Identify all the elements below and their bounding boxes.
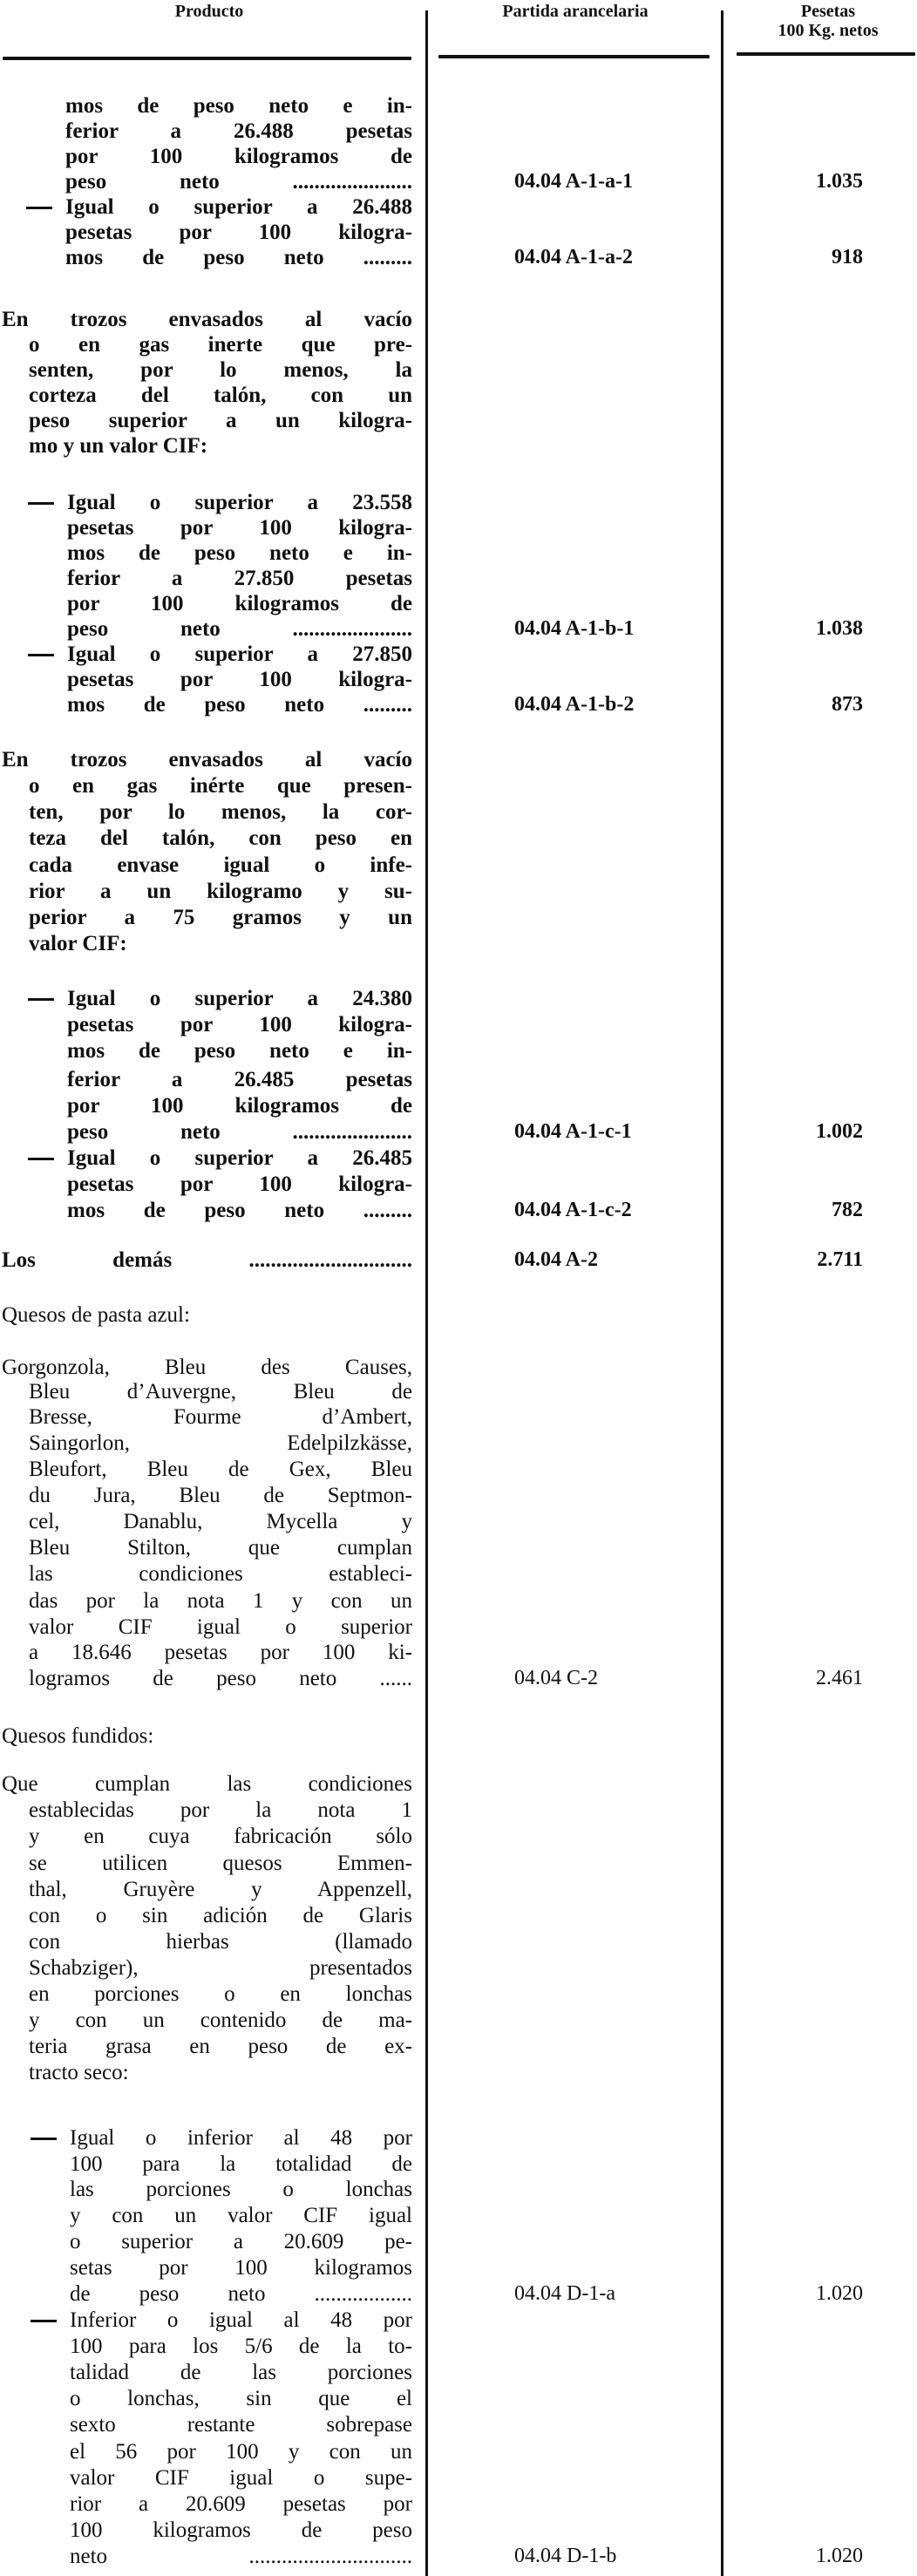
product-description-line: Bleu Stilton, que cumplan: [29, 1536, 412, 1560]
product-description-line: mo y un valor CIF:: [29, 434, 208, 458]
product-description-line: peso superior a un kilogra-: [29, 409, 412, 432]
product-description-line: el 56 por 100 y con un: [70, 2440, 412, 2464]
product-description-line: establecidas por la nota 1: [29, 1798, 412, 1822]
product-description-line: valor CIF igual o supe-: [70, 2466, 412, 2490]
pesetas-value: 918: [832, 246, 863, 268]
tariff-code: 04.04 A-1-c-1: [514, 1120, 632, 1143]
product-description-line: valor CIF:: [29, 932, 127, 955]
product-description-line: En trozos envasados al vacío: [2, 748, 412, 771]
product-description-line: Igual o superior a 27.850: [67, 642, 412, 666]
product-description-line: ten, por lo menos, la cor-: [29, 800, 412, 824]
tariff-code: 04.04 A-1-b-2: [514, 693, 635, 716]
em-dash-bullet: [28, 998, 54, 1001]
product-description-line: rior a un kilogramo y su-: [29, 880, 412, 903]
pesetas-value: 1.035: [816, 170, 863, 193]
product-description-line: talidad de las porciones: [70, 2361, 412, 2384]
product-description-line: perior a 75 gramos y un: [29, 906, 412, 929]
product-description-line: 100 para la totalidad de: [70, 2152, 412, 2176]
product-description-line: ferior a 27.850 pesetas: [67, 567, 412, 590]
product-description-line: y con un valor CIF igual: [70, 2204, 412, 2227]
em-dash-bullet: [28, 1158, 54, 1160]
product-description-line: en porciones o en lonchas: [29, 1982, 412, 2006]
column-header-producto: Producto: [174, 2, 244, 21]
product-description-line: Igual o superior a 26.488: [65, 195, 412, 219]
product-description-line: de peso neto ..................: [70, 2282, 412, 2306]
header-rule-partida: [438, 55, 710, 58]
tariff-code: 04.04 A-1-c-2: [514, 1199, 632, 1221]
product-description-line: tracto seco:: [29, 2061, 129, 2084]
tariff-code: 04.04 A-1-a-1: [514, 170, 633, 193]
pesetas-value: 2.711: [817, 1248, 863, 1271]
pesetas-value: 1.038: [816, 617, 863, 640]
product-description-line: Quesos de pasta azul:: [2, 1303, 190, 1327]
product-description-line: pesetas por 100 kilogra-: [67, 516, 412, 540]
product-description-line: das por la nota 1 y con un: [29, 1589, 412, 1613]
product-description-line: du Jura, Bleu de Septmon-: [29, 1484, 412, 1507]
product-description-line: Que cumplan las condiciones: [2, 1772, 412, 1796]
product-description-line: senten, por lo menos, la: [29, 358, 412, 382]
product-description-line: valor CIF igual o superior: [29, 1615, 412, 1639]
product-description-line: las porciones o lonchas: [70, 2178, 412, 2201]
product-description-line: Igual o inferior al 48 por: [70, 2126, 412, 2150]
product-description-line: Bleu d’Auvergne, Bleu de: [29, 1380, 412, 1404]
pesetas-value: 873: [832, 693, 863, 716]
product-description-line: por 100 kilogramos de: [67, 592, 412, 615]
pesetas-value: 1.020: [816, 2282, 863, 2305]
product-description-line: peso neto ......................: [67, 1120, 412, 1144]
tariff-code: 04.04 D-1-b: [514, 2545, 617, 2567]
product-description-line: teria grasa en peso de ex-: [29, 2035, 412, 2058]
pesetas-value: 1.020: [816, 2545, 863, 2567]
product-description-line: rior a 20.609 pesetas por: [70, 2492, 412, 2516]
product-description-line: se utilicen quesos Emmen-: [29, 1852, 412, 1875]
product-description-line: Igual o superior a 24.380: [67, 987, 412, 1010]
product-description-line: Schabziger), presentados: [29, 1956, 412, 1980]
product-description-line: mos de peso neto e in-: [65, 94, 412, 118]
product-description-line: thal, Gruyère y Appenzell,: [29, 1878, 412, 1901]
product-description-line: mos de peso neto .........: [65, 246, 412, 269]
em-dash-bullet: [26, 207, 52, 209]
product-description-line: por 100 kilogramos de: [65, 145, 412, 168]
product-description-line: Quesos fundidos:: [2, 1724, 154, 1748]
tariff-code: 04.04 D-1-a: [514, 2282, 615, 2305]
pesetas-value: 782: [832, 1199, 863, 1221]
product-description-line: mos de peso neto .........: [67, 1199, 412, 1222]
product-description-line: o en gas inerte que pre-: [29, 333, 412, 357]
product-description-line: con hierbas (llamado: [29, 1930, 412, 1954]
header-rule-producto: [3, 57, 411, 60]
column-header-pesetas-unit: 100 Kg. netos: [778, 21, 879, 40]
tariff-code: 04.04 A-2: [514, 1248, 598, 1271]
pesetas-value: 2.461: [816, 1667, 863, 1689]
column-divider-1: [425, 10, 428, 2576]
em-dash-bullet: [31, 2320, 57, 2322]
product-description-line: mos de peso neto e in-: [67, 541, 412, 565]
product-description-line: neto ..............................: [70, 2545, 412, 2568]
product-description-line: ferior a 26.485 pesetas: [67, 1068, 412, 1091]
product-description-line: teza del talón, con peso en: [29, 826, 412, 850]
product-description-line: setas por 100 kilogramos: [70, 2256, 412, 2280]
product-description-line: Igual o superior a 26.485: [67, 1146, 412, 1170]
product-description-line: pesetas por 100 kilogra-: [67, 668, 412, 691]
product-description-line: mos de peso neto e in-: [67, 1039, 412, 1063]
product-description-line: sexto restante sobrepase: [70, 2413, 412, 2437]
product-description-line: pesetas por 100 kilogra-: [65, 221, 412, 244]
product-description-line: Gorgonzola, Bleu des Causes,: [2, 1356, 412, 1379]
product-description-line: ferior a 26.488 pesetas: [65, 119, 412, 143]
product-description-line: las condiciones estableci-: [29, 1562, 412, 1586]
column-header-partida-arancelaria: Partida arancelaria: [502, 2, 649, 21]
column-divider-2: [721, 10, 723, 2576]
product-description-line: peso neto ......................: [67, 617, 412, 641]
em-dash-bullet: [28, 502, 54, 505]
product-description-line: Bleufort, Bleu de Gex, Bleu: [29, 1458, 412, 1481]
product-description-line: con o sin adición de Glaris: [29, 1904, 412, 1927]
product-description-line: pesetas por 100 kilogra-: [67, 1172, 412, 1196]
product-description-line: Bresse, Fourme d’Ambert,: [29, 1405, 412, 1429]
product-description-line: a 18.646 pesetas por 100 ki-: [29, 1641, 412, 1664]
em-dash-bullet: [31, 2138, 57, 2140]
product-description-line: pesetas por 100 kilogra-: [67, 1013, 412, 1037]
product-description-line: corteza del talón, con un: [29, 384, 412, 407]
product-description-line: mos de peso neto .........: [67, 693, 412, 717]
product-description-line: 100 para los 5/6 de la to-: [70, 2335, 412, 2358]
product-description-line: 100 kilogramos de peso: [70, 2518, 412, 2542]
column-header-pesetas: Pesetas: [800, 2, 856, 21]
product-description-line: Los demás ..............................: [2, 1248, 412, 1272]
header-rule-pesetas: [737, 52, 915, 56]
pesetas-value: 1.002: [816, 1120, 863, 1143]
tariff-code: 04.04 A-1-a-2: [514, 246, 633, 268]
product-description-line: Inferior o igual al 48 por: [70, 2308, 412, 2332]
tariff-code: 04.04 A-1-b-1: [514, 617, 635, 640]
product-description-line: Saingorlon, Edelpilzkässe,: [29, 1431, 412, 1455]
product-description-line: o en gas inérte que presen-: [29, 774, 412, 798]
product-description-line: y con un contenido de ma-: [29, 2008, 412, 2032]
em-dash-bullet: [28, 654, 54, 656]
product-description-line: o superior a 20.609 pe-: [70, 2230, 412, 2253]
product-description-line: peso neto ......................: [65, 170, 412, 194]
product-description-line: En trozos envasados al vacío: [2, 308, 412, 331]
product-description-line: por 100 kilogramos de: [67, 1094, 412, 1118]
product-description-line: y en cuya fabricación sólo: [29, 1825, 412, 1848]
product-description-line: cada envase igual o infe-: [29, 853, 412, 877]
product-description-line: o lonchas, sin que el: [70, 2387, 412, 2410]
product-description-line: cel, Danablu, Mycella y: [29, 1510, 412, 1533]
product-description-line: Igual o superior a 23.558: [67, 491, 412, 514]
tariff-code: 04.04 C-2: [514, 1667, 598, 1689]
product-description-line: logramos de peso neto ......: [29, 1667, 412, 1690]
